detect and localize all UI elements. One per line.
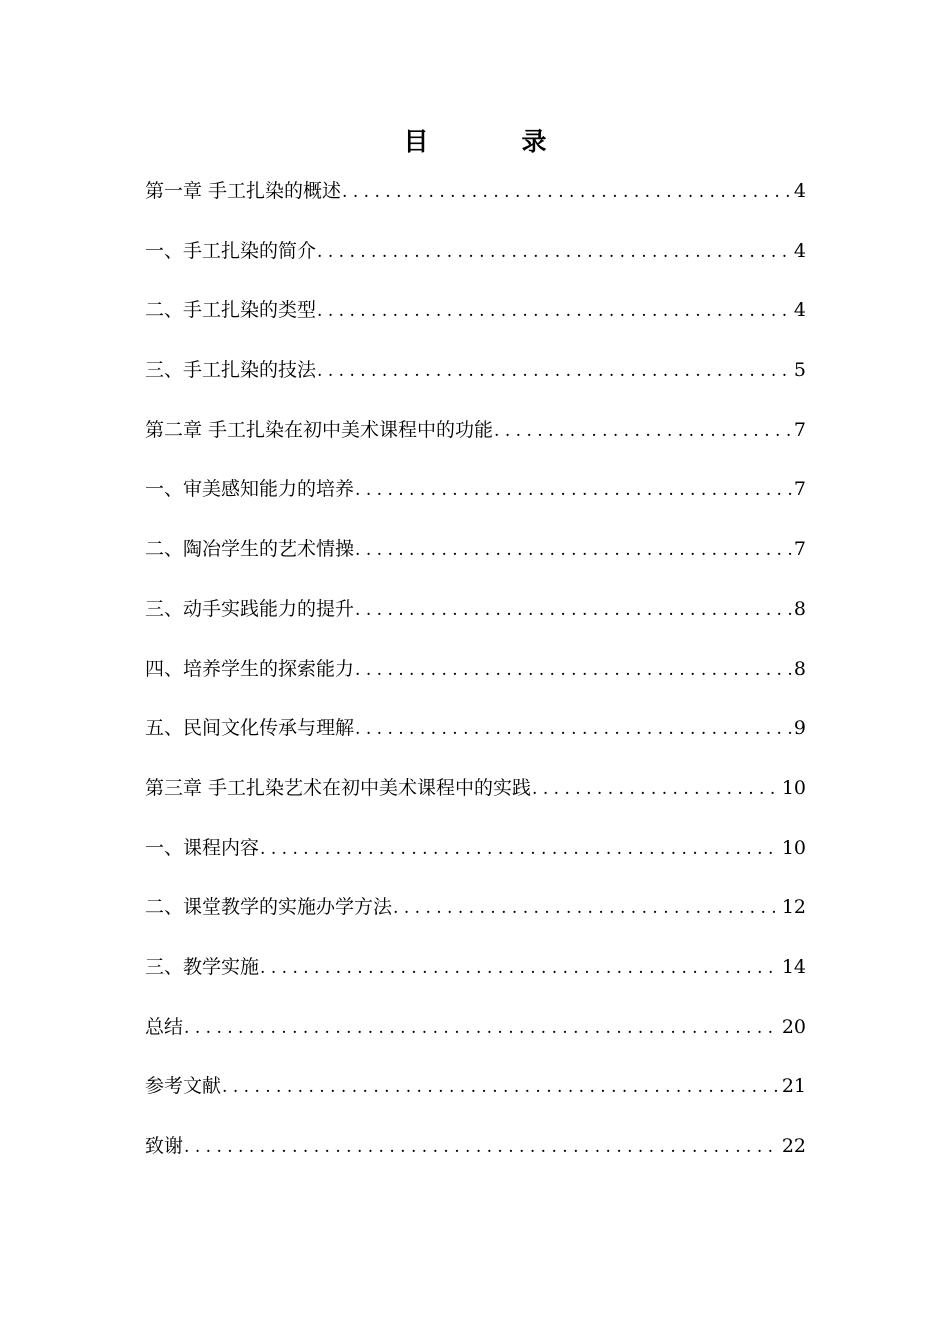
toc-dot-leader xyxy=(222,1067,780,1107)
toc-entry-label: 一、审美感知能力的培养 xyxy=(145,478,355,501)
toc-dot-leader xyxy=(260,948,780,988)
toc-entry-page: 8 xyxy=(793,657,806,680)
toc-entry-chapter-1[interactable] xyxy=(145,171,806,231)
toc-entry-page: 12 xyxy=(781,896,806,919)
toc-entry-chapter-2[interactable] xyxy=(145,410,806,470)
toc-entry-page: 4 xyxy=(793,299,806,322)
toc-entry-label: 致谢 xyxy=(145,1135,184,1157)
toc-entry-label: 二、手工扎染的类型 xyxy=(145,299,317,322)
toc-entry[interactable] xyxy=(145,529,806,589)
toc-entry-page: 7 xyxy=(793,418,806,441)
toc-entry-page: 10 xyxy=(781,836,806,859)
toc-entry[interactable] xyxy=(145,469,806,529)
toc-entry-page: 8 xyxy=(793,597,806,620)
toc-dot-leader xyxy=(532,769,780,809)
toc-entry-page: 4 xyxy=(793,180,806,202)
toc-entry-label: 参考文献 xyxy=(145,1075,222,1098)
toc-entry-label: 三、教学实施 xyxy=(145,955,260,978)
toc-entry-label: 第三章 手工扎染艺术在初中美术课程中的实践 xyxy=(145,776,532,799)
toc-entry[interactable] xyxy=(145,708,806,768)
toc-entry[interactable] xyxy=(145,828,806,888)
toc-dot-leader xyxy=(342,172,792,212)
toc-entry-page: 7 xyxy=(793,538,806,561)
toc-entry-label: 一、课程内容 xyxy=(145,836,260,859)
toc-dot-leader xyxy=(184,1127,780,1167)
toc-dot-leader xyxy=(355,709,792,749)
toc-entry-label: 五、民间文化传承与理解 xyxy=(145,717,355,740)
toc-dot-leader xyxy=(184,1008,780,1048)
toc-entry-label: 第二章 手工扎染在初中美术课程中的功能 xyxy=(145,418,494,441)
toc-dot-leader xyxy=(355,530,792,570)
toc-entry-page: 7 xyxy=(793,478,806,501)
toc-dot-leader xyxy=(355,470,792,510)
toc-entry-label: 三、手工扎染的技法 xyxy=(145,359,317,382)
toc-dot-leader xyxy=(355,650,792,690)
toc-entry-chapter-3[interactable] xyxy=(145,768,806,828)
toc-title: 目 录 xyxy=(403,127,581,156)
toc-entry-label: 总结 xyxy=(145,1015,184,1038)
toc-entry[interactable] xyxy=(145,290,806,350)
toc-entry-page: 4 xyxy=(793,239,806,262)
toc-entry[interactable] xyxy=(145,887,806,947)
toc-entry-page: 9 xyxy=(793,717,806,740)
toc-list xyxy=(145,171,806,1186)
toc-entry-page: 20 xyxy=(781,1015,806,1038)
toc-entry-page: 10 xyxy=(781,776,806,799)
toc-entry-label: 第一章 手工扎染的概述 xyxy=(145,180,342,202)
toc-entry-label: 一、手工扎染的简介 xyxy=(145,239,317,262)
toc-entry-page: 5 xyxy=(793,359,806,382)
toc-entry[interactable] xyxy=(145,589,806,649)
toc-dot-leader xyxy=(317,232,792,272)
toc-dot-leader xyxy=(260,829,780,869)
toc-entry-acknowledgements[interactable] xyxy=(145,1126,806,1186)
toc-dot-leader xyxy=(494,411,792,451)
toc-dot-leader xyxy=(355,590,792,630)
toc-entry[interactable] xyxy=(145,649,806,709)
toc-entry[interactable] xyxy=(145,350,806,410)
toc-dot-leader xyxy=(393,888,780,928)
toc-entry-page: 21 xyxy=(781,1075,806,1098)
toc-entry-label: 二、陶冶学生的艺术情操 xyxy=(145,538,355,561)
toc-entry[interactable] xyxy=(145,947,806,1007)
toc-entry-page: 14 xyxy=(781,955,806,978)
toc-dot-leader xyxy=(317,351,792,391)
toc-entry-references[interactable] xyxy=(145,1066,806,1126)
toc-entry-label: 三、动手实践能力的提升 xyxy=(145,597,355,620)
toc-entry-page: 22 xyxy=(781,1135,806,1157)
toc-entry[interactable] xyxy=(145,231,806,291)
toc-entry-summary[interactable] xyxy=(145,1007,806,1067)
toc-entry-label: 四、培养学生的探索能力 xyxy=(145,657,355,680)
toc-entry-label: 二、课堂教学的实施办学方法 xyxy=(145,896,393,919)
toc-dot-leader xyxy=(317,291,792,331)
